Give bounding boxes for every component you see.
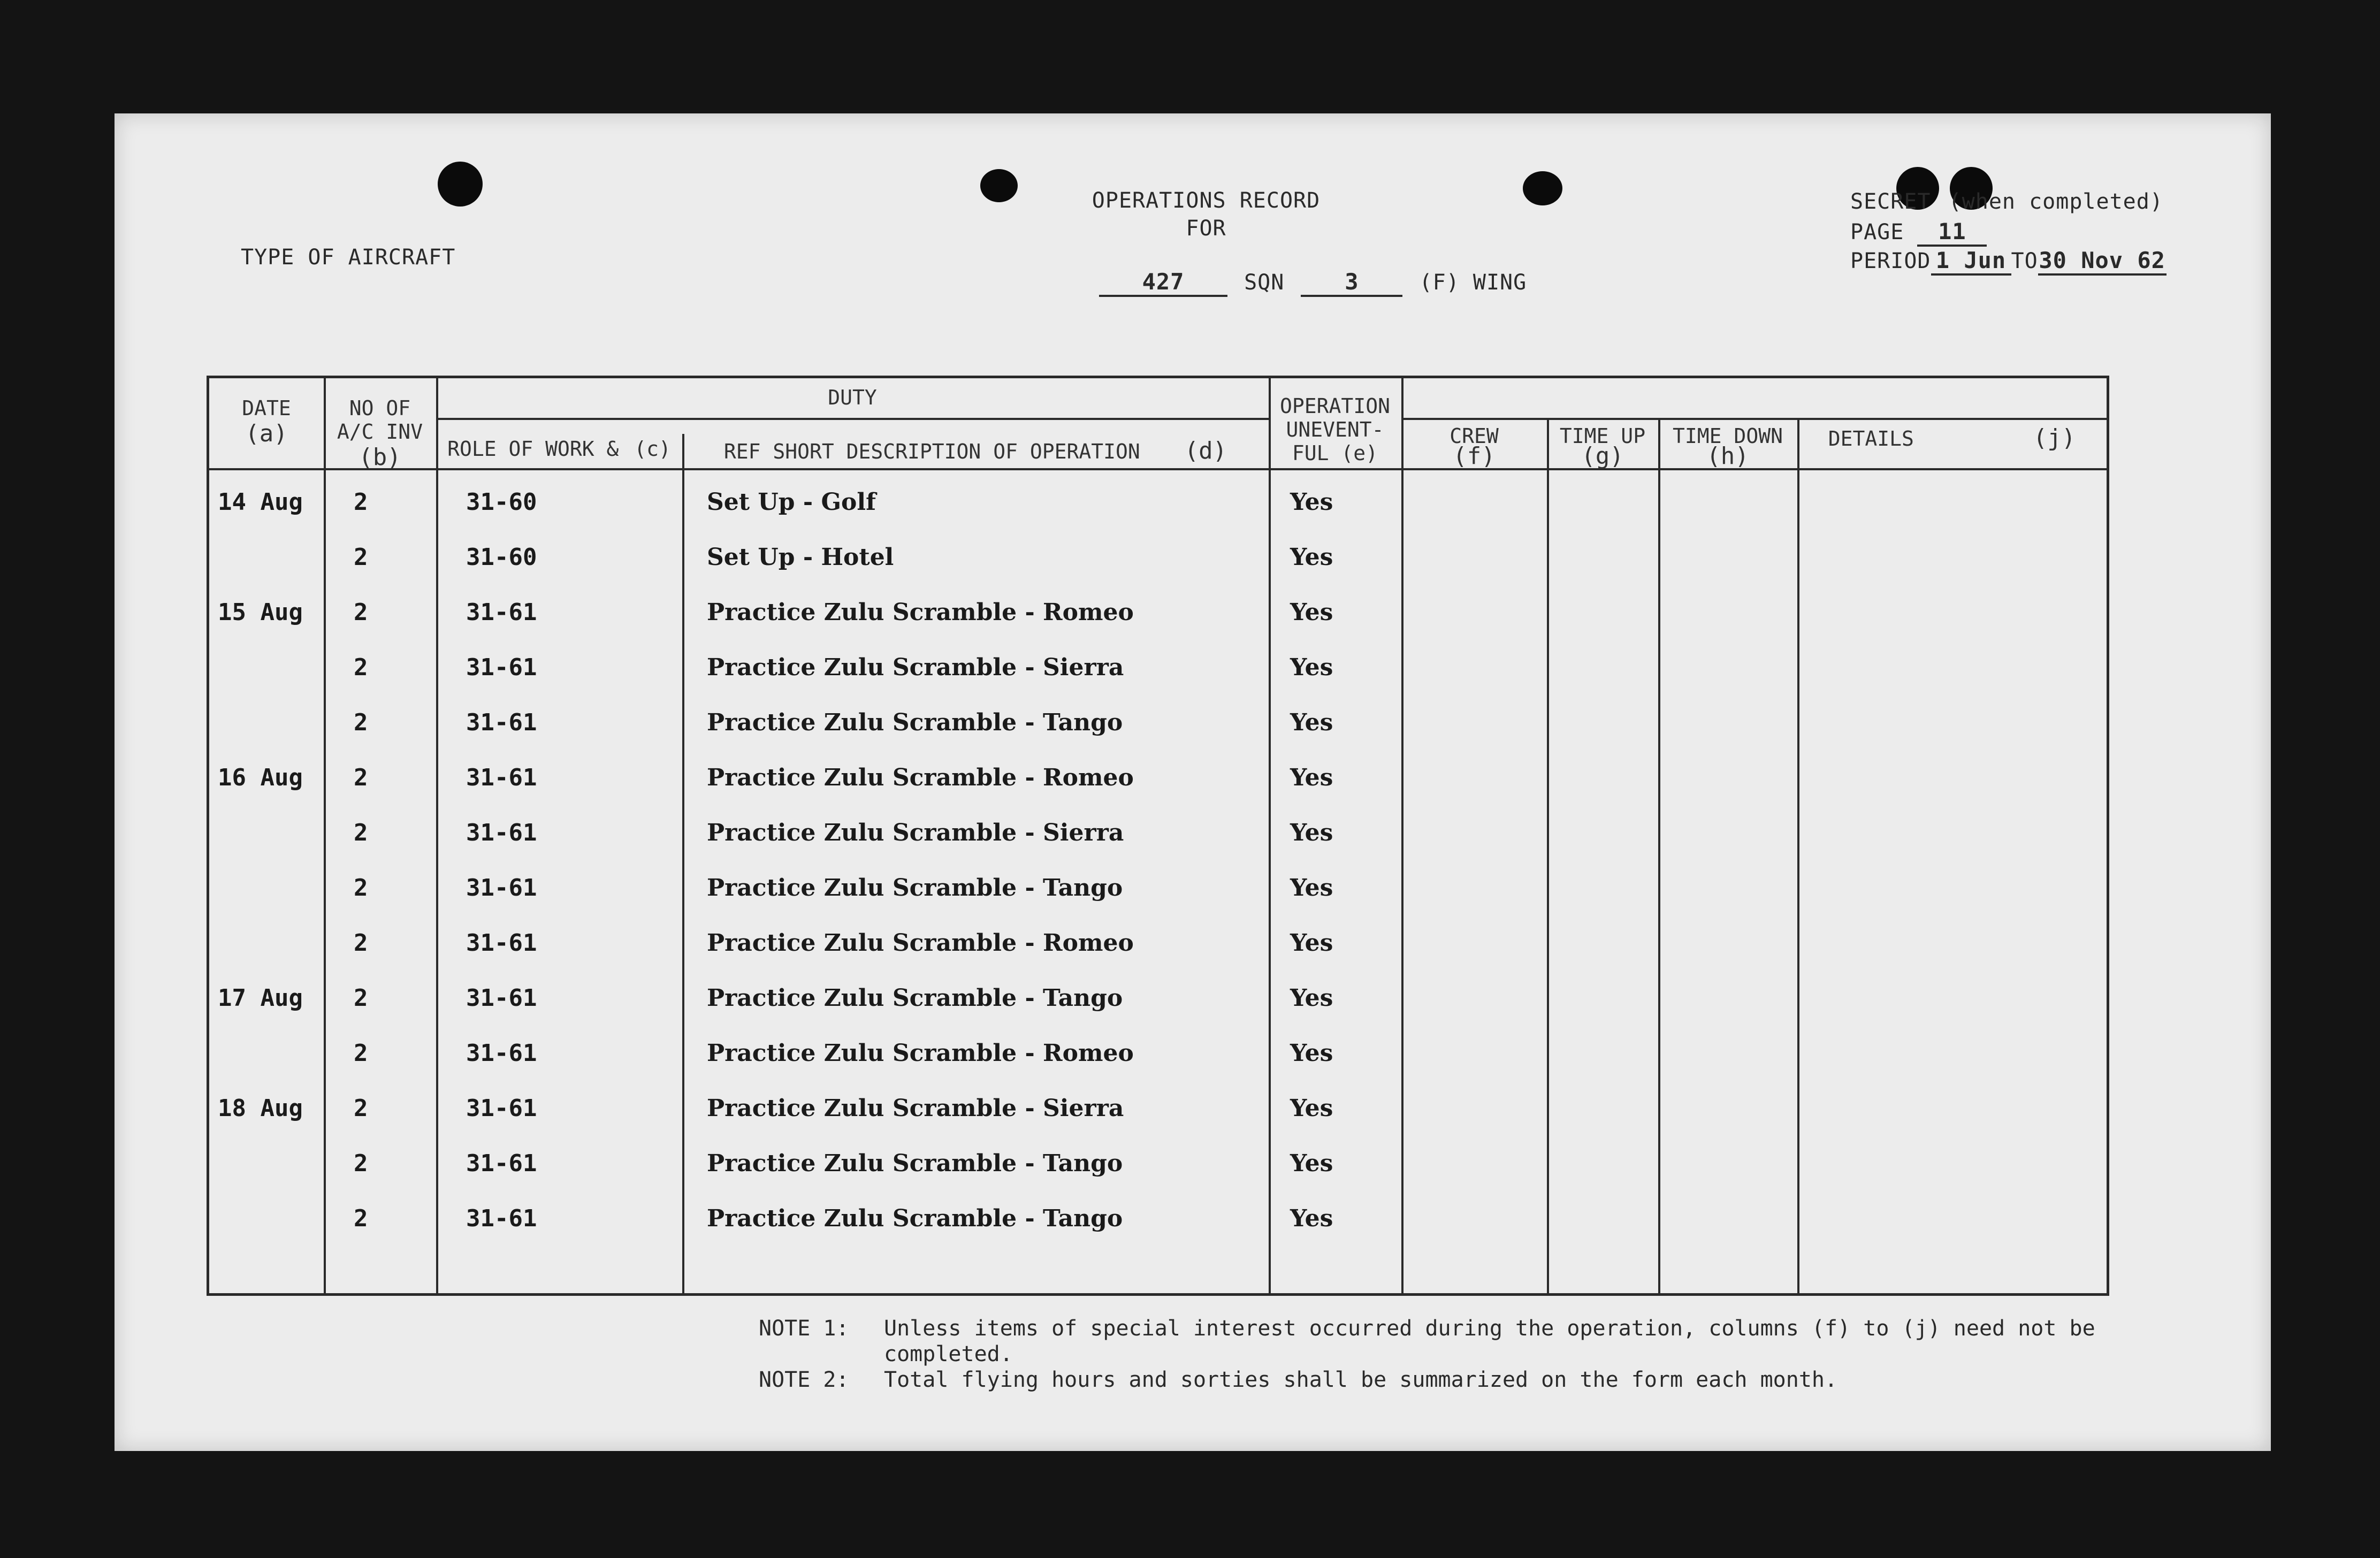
- period-to-label: TO: [2011, 249, 2038, 273]
- cell-date: 14 Aug: [218, 488, 303, 516]
- col-duty: DUTY: [828, 386, 877, 409]
- type-of-aircraft-label: TYPE OF AIRCRAFT: [241, 245, 456, 270]
- unit-line: [1099, 269, 1527, 297]
- cell-desc: Practice Zulu Scramble - Tango: [707, 1205, 1123, 1232]
- period-label: PERIOD: [1850, 249, 1931, 273]
- column-rule: [1658, 418, 1660, 1293]
- wing-label: (F) WING: [1419, 270, 1527, 295]
- col-operation-uneventful: [1269, 394, 1401, 465]
- cell-op: Yes: [1290, 1040, 1333, 1067]
- cell-role: 31-61: [466, 984, 537, 1012]
- col-time-down-label: TIME DOWN: [1673, 424, 1783, 448]
- cell-date: 15 Aug: [218, 599, 303, 626]
- form-title-line1: OPERATIONS RECORD: [1092, 188, 1321, 213]
- col-description-ref: (d): [1184, 437, 1227, 464]
- col-crew-label: CREW: [1450, 424, 1499, 448]
- period-to: 30 Nov 62: [2038, 247, 2167, 276]
- period-from: 1 Jun: [1931, 247, 2011, 276]
- cell-date: 18 Aug: [218, 1095, 303, 1122]
- col-operation-label3: FUL (e): [1292, 441, 1378, 465]
- operations-table: [207, 376, 2109, 1296]
- cell-op: Yes: [1290, 1205, 1333, 1232]
- cell-desc: Set Up - Golf: [707, 488, 876, 516]
- cell-op: Yes: [1290, 874, 1333, 902]
- cell-role: 31-61: [466, 599, 537, 626]
- cell-desc: Practice Zulu Scramble - Romeo: [707, 764, 1134, 791]
- cell-op: Yes: [1290, 1095, 1333, 1122]
- cell-ac: 2: [354, 819, 368, 846]
- cell-op: Yes: [1290, 929, 1333, 957]
- col-ac-ref: (b): [358, 444, 401, 471]
- security-note: (when completed): [1948, 189, 2163, 214]
- cell-role: 31-61: [466, 929, 537, 957]
- cell-role: 31-61: [466, 1150, 537, 1177]
- column-rule: [1547, 418, 1549, 1293]
- cell-ac: 2: [354, 1150, 368, 1177]
- cell-desc: Practice Zulu Scramble - Romeo: [707, 929, 1134, 957]
- cell-ac: 2: [354, 1205, 368, 1232]
- col-operation-label2: UNEVENT-: [1286, 418, 1384, 441]
- cell-op: Yes: [1290, 544, 1333, 571]
- form-title: [992, 188, 1420, 241]
- cell-ac: 2: [354, 929, 368, 957]
- col-time-down: [1658, 424, 1797, 470]
- col-crew: [1401, 424, 1547, 470]
- col-date-ref: (a): [245, 420, 288, 447]
- col-time-up-ref: (g): [1581, 442, 1624, 470]
- security-classification: [1850, 189, 2163, 214]
- duty-header-rule: [436, 418, 1269, 420]
- cell-role: 31-61: [466, 874, 537, 902]
- col-date-label: DATE: [242, 396, 291, 420]
- cell-op: Yes: [1290, 709, 1333, 736]
- cell-ac: 2: [354, 984, 368, 1012]
- header-bottom-rule: [209, 468, 2107, 470]
- col-time-up: [1547, 424, 1658, 470]
- cell-role: 31-61: [466, 654, 537, 681]
- cell-op: Yes: [1290, 1150, 1333, 1177]
- cell-ac: 2: [354, 709, 368, 736]
- cell-role: 31-61: [466, 764, 537, 791]
- cell-date: 16 Aug: [218, 764, 303, 791]
- cell-desc: Practice Zulu Scramble - Tango: [707, 874, 1123, 902]
- cell-desc: Practice Zulu Scramble - Sierra: [707, 1095, 1124, 1122]
- cell-op: Yes: [1290, 488, 1333, 516]
- col-ac-inv: [324, 396, 436, 471]
- cell-desc: Practice Zulu Scramble - Tango: [707, 709, 1123, 736]
- cell-desc: Practice Zulu Scramble - Tango: [707, 984, 1123, 1012]
- col-crew-ref: (f): [1453, 442, 1496, 470]
- form-title-line2: FOR: [1186, 216, 1226, 241]
- page-label: PAGE: [1850, 220, 1904, 245]
- cell-ac: 2: [354, 599, 368, 626]
- cell-ac: 2: [354, 488, 368, 516]
- cell-role: 31-61: [466, 1040, 537, 1067]
- cell-desc: Practice Zulu Scramble - Romeo: [707, 1040, 1134, 1067]
- record-sheet: [115, 113, 2271, 1451]
- column-rule: [1269, 378, 1271, 1293]
- cell-ac: 2: [354, 874, 368, 902]
- crew-header-rule: [1401, 418, 2109, 420]
- cell-op: Yes: [1290, 599, 1333, 626]
- col-details-ref: (j): [2033, 424, 2076, 452]
- page-line: [1850, 218, 1987, 247]
- col-role-ref: (c): [634, 437, 671, 461]
- cell-desc: Practice Zulu Scramble - Sierra: [707, 819, 1124, 846]
- col-details-label: DETAILS: [1828, 427, 1914, 450]
- column-rule: [682, 434, 684, 1293]
- wing-number: 3: [1301, 269, 1402, 297]
- note-2-label: NOTE 2:: [759, 1368, 849, 1392]
- cell-role: 31-60: [466, 488, 537, 516]
- cell-role: 31-61: [466, 819, 537, 846]
- col-date: [209, 396, 324, 447]
- punch-hole: [438, 162, 483, 207]
- cell-op: Yes: [1290, 654, 1333, 681]
- security-label: SECRET: [1850, 189, 1931, 214]
- note-2-text: Total flying hours and sorties shall be summarized on the form each month.: [884, 1368, 1838, 1392]
- cell-op: Yes: [1290, 764, 1333, 791]
- cell-ac: 2: [354, 1095, 368, 1122]
- column-rule: [1401, 378, 1403, 1293]
- cell-desc: Set Up - Hotel: [707, 544, 894, 571]
- cell-desc: Practice Zulu Scramble - Tango: [707, 1150, 1123, 1177]
- cell-desc: Practice Zulu Scramble - Sierra: [707, 654, 1124, 681]
- cell-role: 31-61: [466, 709, 537, 736]
- col-ac-label1: NO OF: [349, 396, 411, 420]
- cell-ac: 2: [354, 654, 368, 681]
- cell-date: 17 Aug: [218, 984, 303, 1012]
- note-1-line1: Unless items of special interest occurred during the operation, columns (f) to (j) need not be: [884, 1316, 2095, 1341]
- cell-op: Yes: [1290, 819, 1333, 846]
- col-time-up-label: TIME UP: [1559, 424, 1646, 448]
- cell-role: 31-60: [466, 544, 537, 571]
- punch-hole: [1523, 171, 1562, 205]
- cell-role: 31-61: [466, 1095, 537, 1122]
- column-rule: [436, 378, 438, 1293]
- column-rule: [324, 378, 326, 1293]
- note-1-label: NOTE 1:: [759, 1316, 849, 1341]
- cell-ac: 2: [354, 764, 368, 791]
- note-1-line2: completed.: [884, 1342, 1013, 1366]
- column-rule: [1797, 418, 1799, 1293]
- cell-op: Yes: [1290, 984, 1333, 1012]
- squadron-label: SQN: [1244, 270, 1285, 295]
- col-details: [1797, 424, 2107, 452]
- cell-ac: 2: [354, 544, 368, 571]
- cell-role: 31-61: [466, 1205, 537, 1232]
- col-operation-label1: OPERATION: [1280, 394, 1390, 418]
- col-role: [436, 437, 682, 461]
- squadron-number: 427: [1099, 269, 1227, 297]
- col-description: [682, 437, 1269, 464]
- period-line: [1850, 247, 2167, 276]
- page-number: 11: [1917, 218, 1987, 247]
- col-time-down-ref: (h): [1706, 442, 1749, 470]
- cell-desc: Practice Zulu Scramble - Romeo: [707, 599, 1134, 626]
- cell-ac: 2: [354, 1040, 368, 1067]
- col-role-label: ROLE OF WORK &: [447, 437, 619, 461]
- col-ac-label2: A/C INV: [337, 420, 423, 444]
- col-description-label: REF SHORT DESCRIPTION OF OPERATION: [723, 440, 1140, 463]
